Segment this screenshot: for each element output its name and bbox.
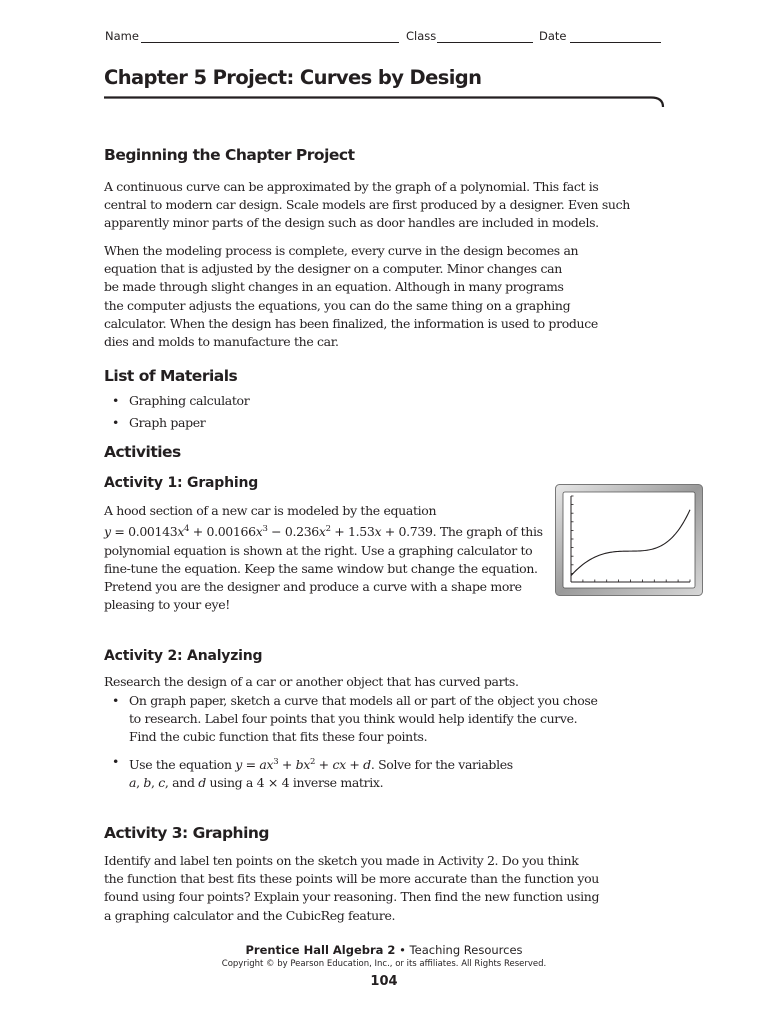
beginning-paragraph-1: [104, 178, 630, 233]
activity-1-heading: Activity 1: Graphing: [104, 475, 259, 491]
text-line: pleasing to your eye!: [104, 597, 230, 613]
var-x: x: [255, 524, 263, 540]
text-line: • On graph paper, sketch a curve that models all or part of the object you chose: [129, 693, 598, 708]
eq-term: + 0.00166: [189, 524, 256, 540]
text-line: fine-tune the equation. Keep the same window but change the equation.: [104, 560, 538, 576]
text: . Solve for the variables: [370, 757, 513, 773]
text-line: be made through slight changes in an equation. Although in many programs: [104, 279, 564, 295]
text-line: Pretend you are the designer and produce a curve with a shape more: [104, 578, 522, 594]
materials-heading: List of Materials: [104, 367, 238, 385]
text: +: [278, 757, 296, 773]
eq-term: + 1.53: [330, 524, 375, 540]
exponent: 2: [325, 524, 331, 535]
text-line: the computer adjusts the equations, you can do the same thing on a graphing: [104, 297, 571, 313]
calculator-screen: [563, 492, 695, 588]
title-rule: [0, 93, 768, 113]
text: using a 4 × 4 inverse matrix.: [205, 775, 384, 791]
text-line: apparently minor parts of the design such as door handles are included in models.: [104, 215, 599, 231]
term-d: d: [363, 757, 371, 773]
text: Use the equation: [129, 757, 236, 773]
activity-2-heading: Activity 2: Analyzing: [104, 648, 263, 664]
text: , and: [164, 775, 199, 791]
equation-line: [104, 520, 543, 541]
text-line: A hood section of a new car is modeled by the equation: [104, 503, 437, 518]
eq-term: − 0.236: [267, 524, 319, 540]
exponent: 4: [184, 524, 190, 535]
calculator-graph: [555, 484, 703, 596]
text-line: Find the cubic function that fits these four points.: [129, 729, 428, 745]
date-blank-line: [570, 42, 661, 43]
beginning-heading: Beginning the Chapter Project: [104, 146, 355, 164]
var-x: x: [177, 524, 185, 540]
term-cx: cx: [332, 757, 346, 773]
term-bx: bx: [295, 757, 310, 773]
var-d: d: [198, 775, 206, 791]
var-y: y: [104, 524, 111, 540]
text: +: [315, 757, 333, 773]
resource-title: Teaching Resources: [409, 943, 523, 957]
activity-2-bullet-1: [112, 692, 598, 747]
text: =: [242, 757, 260, 773]
text-line: Research the design of a car or another object that has curved parts.: [104, 674, 519, 689]
activity-3-paragraph: [104, 852, 599, 925]
date-label: Date: [539, 29, 567, 43]
materials-item-label: • Graphing calculator: [129, 393, 250, 408]
materials-item-label: • Graph paper: [129, 415, 206, 430]
text-line: A continuous curve can be approximated by the graph of a polynomial. This fact is: [104, 179, 599, 194]
activities-heading: Activities: [104, 443, 181, 461]
term-ax: ax: [259, 757, 274, 773]
var-a: a: [129, 775, 137, 791]
name-blank-line: [141, 42, 399, 43]
var-x: x: [318, 524, 326, 540]
name-label: Name: [105, 29, 139, 43]
variables-line: [129, 774, 513, 792]
activity-1-paragraph: [104, 502, 543, 614]
beginning-paragraph-2: [104, 242, 598, 351]
text-line: a graphing calculator and the CubicReg feature.: [104, 907, 396, 923]
class-label: Class: [406, 29, 437, 43]
page-number: 104: [370, 974, 398, 989]
text-line: to research. Label four points that you think would help identify the curve.: [129, 711, 578, 727]
text: ,: [136, 775, 144, 791]
text-line: Identify and label ten points on the sketch you made in Activity 2. Do you think: [104, 853, 579, 868]
text-line: polynomial equation is shown at the right. Use a graphing calculator to: [104, 542, 533, 558]
student-info-header: [105, 29, 661, 45]
text-line: dies and molds to manufacture the car.: [104, 334, 339, 350]
materials-item: [112, 414, 205, 432]
text-line: found using four points? Explain your reasoning. Then find the new function using: [104, 889, 600, 905]
eq-term: = 0.00143: [110, 524, 178, 540]
exponent: 2: [310, 757, 316, 767]
activity-2-bullet-2: [112, 753, 513, 793]
book-title: Prentice Hall Algebra 2: [245, 943, 396, 957]
separator: •: [395, 943, 410, 957]
text-line: central to modern car design. Scale models are first produced by a designer. Even such: [104, 197, 630, 213]
activity-3-heading: Activity 3: Graphing: [104, 824, 270, 842]
page-title: Chapter 5 Project: Curves by Design: [104, 66, 482, 89]
text-line: the function that best fits these points will be more accurate than the function you: [104, 871, 599, 887]
text-line: calculator. When the design has been finalized, the information is used to produce: [104, 315, 598, 331]
var-x: x: [374, 524, 382, 540]
activity-2-intro: [104, 673, 519, 691]
text-line: equation that is adjusted by the designer on a computer. Minor changes can: [104, 261, 562, 277]
copyright: Copyright © by Pearson Education, Inc., or its affiliates. All Rights Reserved.: [221, 959, 547, 969]
var-c: c: [158, 775, 165, 791]
eq-term: + 0.739. The graph of this: [381, 524, 543, 540]
footer-book-line: [0, 943, 768, 957]
text: +: [345, 757, 364, 773]
exponent: 3: [273, 757, 279, 767]
text-line: When the modeling process is complete, every curve in the design becomes an: [104, 243, 579, 258]
var-b: b: [143, 775, 152, 791]
class-blank-line: [437, 42, 533, 43]
equation-line: [129, 753, 513, 774]
var-y: y: [235, 757, 243, 773]
text: ,: [151, 775, 159, 791]
materials-item: [112, 392, 249, 410]
exponent: 3: [262, 524, 268, 535]
